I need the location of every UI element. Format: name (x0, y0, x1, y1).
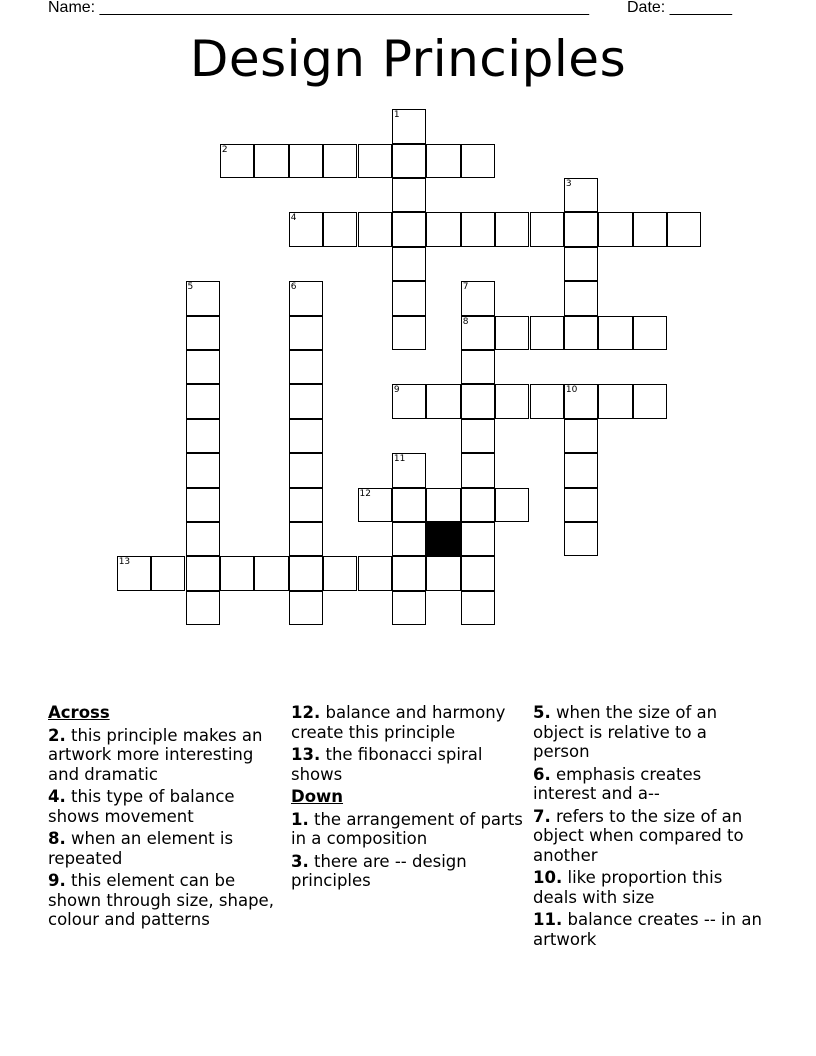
grid-cell[interactable] (598, 316, 632, 350)
grid-cell[interactable] (564, 419, 598, 453)
clue-across-13: 13. the fibonacci spiral shows (291, 745, 483, 784)
clue-column-1 (48, 703, 283, 933)
clue-number: 2 (221, 144, 228, 155)
grid-cell[interactable] (254, 144, 288, 178)
grid-cell[interactable] (220, 556, 254, 590)
grid-cell[interactable] (186, 556, 220, 590)
grid-cell[interactable] (289, 384, 323, 418)
grid-cell[interactable] (186, 453, 220, 487)
grid-cell[interactable] (392, 109, 426, 143)
grid-cell[interactable] (633, 384, 667, 418)
grid-cell[interactable] (564, 453, 598, 487)
grid-cell[interactable] (461, 144, 495, 178)
grid-cell[interactable] (289, 350, 323, 384)
grid-cell[interactable] (323, 212, 357, 246)
grid-cell[interactable] (461, 384, 495, 418)
clue-number: 12 (359, 488, 371, 499)
grid-cell[interactable] (461, 488, 495, 522)
grid-cell[interactable] (633, 316, 667, 350)
grid-cell[interactable] (564, 281, 598, 315)
grid-cell[interactable] (392, 144, 426, 178)
clue-number: 13 (118, 557, 131, 568)
grid-cell[interactable] (461, 419, 495, 453)
clue-down-5: 5. when the size of an object is relative to a person (533, 703, 718, 761)
grid-cell[interactable] (530, 316, 564, 350)
grid-cell[interactable] (392, 522, 426, 556)
clue-across-12: 12. balance and harmony create this principle (291, 703, 506, 742)
grid-cell[interactable] (289, 281, 323, 315)
grid-cell[interactable] (461, 316, 495, 350)
grid-cell[interactable] (461, 453, 495, 487)
grid-cell[interactable] (461, 212, 495, 246)
grid-cell[interactable] (392, 453, 426, 487)
grid-cell[interactable] (289, 316, 323, 350)
grid-cell[interactable] (564, 178, 598, 212)
date-field: Date: _______ (627, 0, 732, 16)
grid-cell[interactable] (564, 522, 598, 556)
grid-cell[interactable] (461, 556, 495, 590)
grid-cell[interactable] (186, 350, 220, 384)
grid-cell[interactable] (564, 316, 598, 350)
grid-cell[interactable] (461, 591, 495, 625)
clue-number: 1 (393, 110, 400, 121)
grid-cell[interactable] (495, 384, 529, 418)
grid-cell[interactable] (220, 144, 254, 178)
name-field: Name: _______________________________________________________ (48, 0, 589, 16)
clue-number: 6 (290, 282, 297, 293)
grid-cell[interactable] (667, 212, 701, 246)
grid-cell[interactable] (392, 178, 426, 212)
grid-cell[interactable] (598, 212, 632, 246)
grid-cell[interactable] (426, 144, 460, 178)
grid-cell[interactable] (289, 212, 323, 246)
grid-cell[interactable] (530, 212, 564, 246)
clue-down-6: 6. emphasis creates interest and a-- (533, 764, 702, 803)
clue-number: 3 (565, 179, 572, 189)
grid-cell[interactable] (564, 488, 598, 522)
grid-cell[interactable] (289, 419, 323, 453)
clue-number: 8 (462, 316, 469, 327)
grid-cell[interactable] (323, 144, 357, 178)
grid-cell[interactable] (426, 488, 460, 522)
clue-across-4: 4. this type of balance shows movement (48, 787, 235, 826)
grid-cell[interactable] (392, 316, 426, 350)
clue-number: 4 (290, 213, 297, 224)
clue-down-3: 3. there are -- design principles (291, 851, 467, 890)
grid-cell[interactable] (633, 212, 667, 246)
grid-cell[interactable] (392, 591, 426, 625)
clue-down-10: 10. like proportion this deals with size (533, 868, 723, 907)
clue-column-3 (533, 703, 768, 952)
grid-cell[interactable] (289, 556, 323, 590)
grid-cell[interactable] (426, 556, 460, 590)
grid-cell[interactable] (186, 281, 220, 315)
grid-cell[interactable] (392, 247, 426, 281)
grid-cell[interactable] (186, 384, 220, 418)
grid-cell[interactable] (254, 556, 288, 590)
page-title: Design Principles (189, 30, 627, 88)
grid-cell[interactable] (461, 281, 495, 315)
clue-number: 5 (187, 282, 194, 293)
grid-cell[interactable] (530, 384, 564, 418)
grid-cell[interactable] (392, 488, 426, 522)
grid-cell[interactable] (186, 591, 220, 625)
clue-number: 7 (462, 282, 469, 293)
grid-cell[interactable] (392, 384, 426, 418)
grid-cell[interactable] (461, 522, 495, 556)
clue-down-11: 11. balance creates -- in an artwork (533, 910, 762, 949)
grid-cell[interactable] (186, 419, 220, 453)
grid-cell[interactable] (564, 247, 598, 281)
grid-cell[interactable] (186, 488, 220, 522)
grid-cell[interactable] (598, 384, 632, 418)
clue-down-1: 1. the arrangement of parts in a composition (291, 809, 523, 848)
grid-cell[interactable] (186, 522, 220, 556)
grid-cell[interactable] (461, 350, 495, 384)
grid-cell[interactable] (151, 556, 185, 590)
grid-cell[interactable] (564, 384, 598, 418)
clue-number: 11 (393, 454, 406, 465)
across-heading: Across (48, 703, 110, 722)
clue-across-8: 8. when an element is repeated (48, 829, 234, 868)
grid-cell[interactable] (289, 488, 323, 522)
grid-cell[interactable] (495, 212, 529, 246)
clue-down-7: 7. refers to the size of an object when compared to another (533, 806, 744, 865)
grid-cell[interactable] (392, 281, 426, 315)
grid-cell[interactable] (495, 488, 529, 522)
clue-number: 10 (565, 385, 578, 396)
clue-column-2 (291, 703, 526, 894)
clue-across-9: 9. this element can be shown through size, shape, colour and patterns (48, 871, 274, 929)
grid-cell[interactable] (495, 316, 529, 350)
grid-cell[interactable] (289, 522, 323, 556)
grid-cell[interactable] (392, 212, 426, 246)
grid-cell[interactable] (289, 591, 323, 625)
clue-number: 9 (393, 385, 400, 396)
grid-cell[interactable] (358, 144, 392, 178)
grid-block-cell (426, 522, 460, 556)
grid-cell[interactable] (289, 453, 323, 487)
down-heading: Down (291, 787, 344, 806)
grid-cell[interactable] (426, 212, 460, 246)
grid-cell[interactable] (358, 212, 392, 246)
grid-cell[interactable] (289, 144, 323, 178)
grid-cell[interactable] (186, 316, 220, 350)
grid-cell[interactable] (564, 212, 598, 246)
grid-cell[interactable] (323, 556, 357, 590)
grid-cell[interactable] (426, 384, 460, 418)
grid-cell[interactable] (358, 488, 392, 522)
clue-across-2: 2. this principle makes an artwork more interesting and dramatic (48, 725, 263, 784)
grid-cell[interactable] (117, 556, 151, 590)
grid-cell[interactable] (392, 556, 426, 590)
grid-cell[interactable] (358, 556, 392, 590)
